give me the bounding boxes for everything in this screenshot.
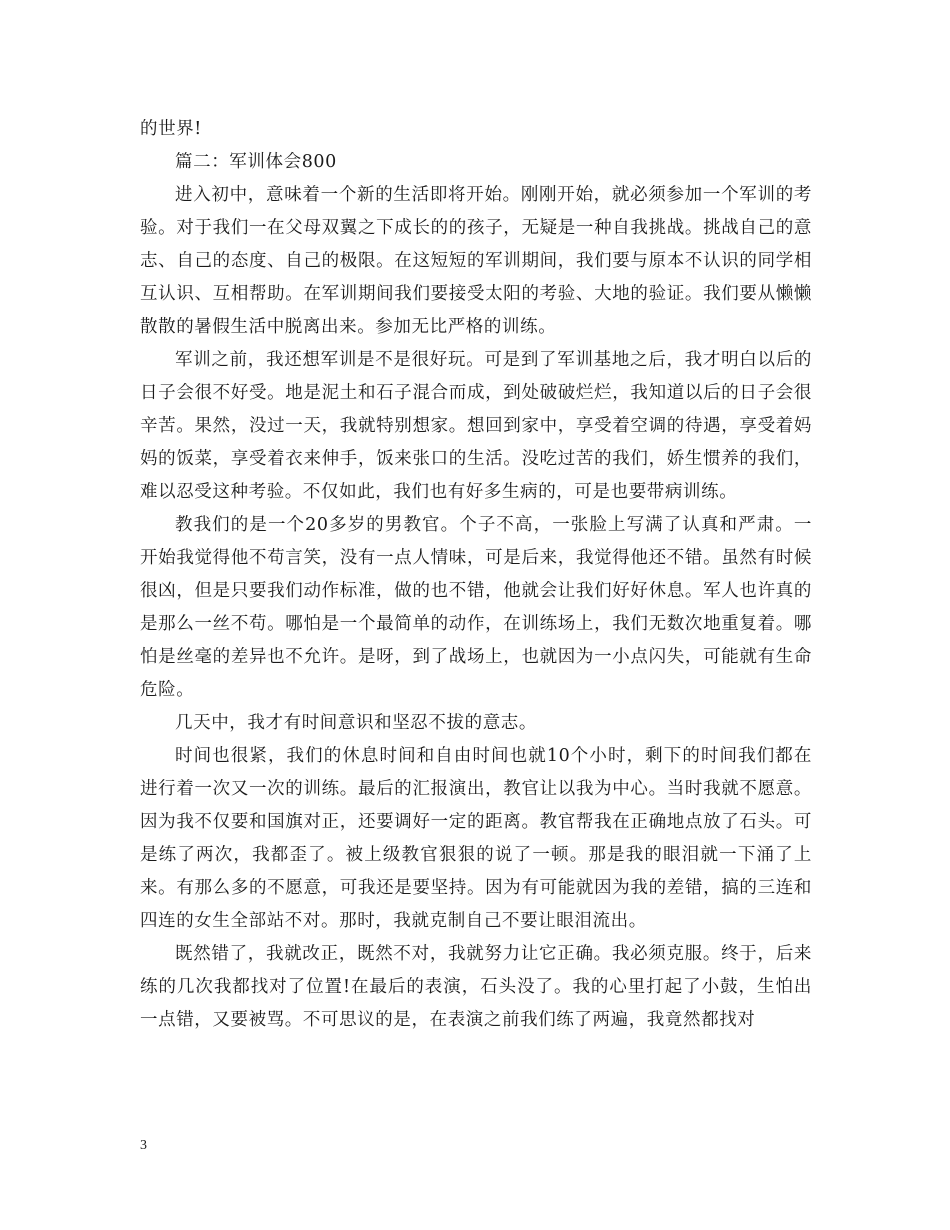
paragraph-3: 进入初中，意味着一个新的生活即将开始。刚刚开始，就必须参加一个军训的考验。对于我们一在父母双翼之下成长的的孩子，无疑是一种自我挑战。挑战自己的意志、自己的态度、自己的极限。在这短短的军训期间，我们要与原本不认识的同学相互认识、互相帮助。在军训期间我们要接受太阳的考验、大地的验证。我们要从懒懒散散的暑假生活中脱离出来。参加无比严格的训练。	[140, 185, 812, 337]
section-heading: 篇二：军训体会800	[175, 152, 337, 172]
paragraph-1: 的世界!	[140, 119, 202, 139]
paragraph-5: 教我们的是一个20多岁的男教官。个子不高，一张脸上写满了认真和严肃。一开始我觉得他不苟言笑，没有一点人情味，可是后来，我觉得他还不错。虽然有时候很凶，但是只要我们动作标准，做的也不错，他就会让我们好好休息。军人也许真的是那么一丝不苟。哪怕是一个最简单的动作，在训练场上，我们无数次地重复着。哪怕是丝毫的差异也不允许。是呀，到了战场上，也就因为一小点闪失，可能就有生命危险。	[140, 515, 812, 700]
paragraph-7: 时间也很紧，我们的休息时间和自由时间也就10个小时，剩下的时间我们都在进行着一次又一次的训练。最后的汇报演出，教官让以我为中心。当时我就不愿意。因为我不仅要和国旗对正，还要调好一定的距离。教官帮我在正确地点放了石头。可是练了两次，我都歪了。被上级教官狠狠的说了一顿。那是我的眼泪就一下涌了上来。有那么多的不愿意，可我还是要坚持。因为有可能就因为我的差错，搞的三连和四连的女生全部站不对。那时，我就克制自己不要让眼泪流出。	[140, 746, 812, 931]
paragraph-4: 军训之前，我还想军训是不是很好玩。可是到了军训基地之后，我才明白以后的日子会很不好受。地是泥土和石子混合而成，到处破破烂烂，我知道以后的日子会很辛苦。果然，没过一天，我就特别想家。想回到家中，享受着空调的待遇，享受着妈妈的饭菜，享受着衣来伸手，饭来张口的生活。没吃过苦的我们，娇生惯养的我们，难以忍受这种考验。不仅如此，我们也有好多生病的，可是也要带病训练。	[140, 350, 812, 502]
page-number: 3	[140, 1138, 147, 1153]
paragraph-6: 几天中，我才有时间意识和坚忍不拔的意志。	[175, 713, 537, 733]
paragraph-8: 既然错了，我就改正，既然不对，我就努力让它正确。我必须克服。终于，后来练的几次我都找对了位置!在最后的表演，石头没了。我的心里打起了小鼓，生怕出一点错，又要被骂。不可思议的是，在表演之前我们练了两遍，我竟然都找对	[140, 944, 812, 1030]
document-body	[140, 113, 812, 1037]
